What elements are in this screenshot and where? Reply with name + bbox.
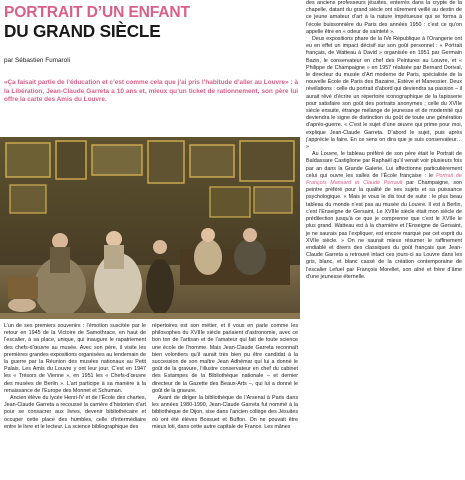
text-column-1 xyxy=(4,323,146,480)
paragraph-text: Au Louvre, le tableau préféré de son père était le Portrait de Baldassare Castiglione par Raphaël qu’il venait voir plusieurs fois par an dans la Grande Galerie. Lui affectionne particulièrement celui qui ouvre les salles de l’École française : le xyxy=(306,151,462,179)
title-line-1: PORTRAIT D’UN ENFANT xyxy=(4,4,190,21)
title-line-2: DU GRAND SIÈCLE xyxy=(4,21,161,41)
paragraph: Avant de diriger la bibliothèque de l’Arsenal à Paris dans les années 1980-1990, Jean-Claude Garreta fut nommé à la bibliothèque de Dijon, sise dans l’ancien collège des Jésuites où ont été élèves Bossuet et Buffon. On ne pouvait être mieux loti, dans cette autre capitale de France. Les mânes xyxy=(152,395,298,430)
paragraph: des anciens professeurs jésuites, enterrés dans la crypte de la chapelle, datant du grand siècle ont sûrement veillé au destin de ce jeune amateur d’art à la nature impétueuse qui se forma à l’école buissonnière du Paris des années 1950 : c’est ce qu’on appelle être en « odeur de sainteté ». xyxy=(306,0,462,35)
paragraph: Ancien élève du lycée Henri-IV et de l’École des chartes, Jean-Claude Garreta a recoussé la carrière d’historien d’art pour se consacrer aux livres, devenir bibliothécaire et occuper cette place des humbles, celle d’intermédiaire entre le livre et le lecteur. La science bibliographique des xyxy=(4,395,146,430)
byline: par Sébastien Fumaroli xyxy=(4,57,71,64)
paragraph: Deux expositions phare de la IVe République à l’Orangerie ont eu en effet un impact décisif sur son goût personnel : « Portrait français, de Watteau à David » organisée en 1951 par Germain Bazin, le conservateur en chef des Peintures au Louvre, et « Philippe de Champaigne » en 1957 réalisée par Bernard Dorival, le directeur du musée d’Art moderne de Paris, spécialiste de la nouvelle École de Paris des Bazaine, Estève et Manessier. Deux révélations : celle du portrait d’abord qui deviendra sa passion – il aurait rêvé d’écrire un répertoire iconographique de la tapisserie pour satisfaire son goût des portraits anonymes ; celle du XVIIe siècle ensuite, étrange mélange de jeunesse et de modernité qui deviendra le signe de distinction du goût de toute une génération d’après-guerre. « C’est le sujet d’une œuvre qui prime pour moi, explique Jean-Claude Garreta. D’abord le sujet, puis après j’apprécie la faire. En ce sens on dira que je suis conservateur… » xyxy=(306,36,462,151)
paragraph xyxy=(306,151,462,281)
paragraph: L’un de ses premiers souvenirs : l’émotion suscitée par le retour en 1945 de la Victoire de Samothrace, en haut de l’escalier, à sa place, unique, qui inaugure le rapatriement des chefs-d’œuvre au musée. Avec son père, il visite les premières grandes expositions organisées au lendemain de la guerre par la Réunion des musées nationaux au Petit Palais. Les Amis du Louvre y ont leur jour. C’est en 1947 les « Trésors de Vienne », en 1951 les « Chefs-d’œuvre des musées de Berlin ». L’art participe à sa manière à la renaissance de l’Europe des Monnet et Schuman. xyxy=(4,323,146,394)
painting-image xyxy=(0,137,300,319)
paragraph-text: par Champaigne, son peintre préféré pour la qualité de ses sujets et sa puissance psychologique. « Mais je vous le dis tout de suite : le plus beau tableau du monde n’est pas au musée du Louvre. Il est à Berlin, c’est l’Enseigne de Gersaint. Le XVIIIe siècle était mon siècle de prédilection jusqu’à ce que je comprenne que c’est le XVIIe le plus grand. Watteau est à la charnière et l’Enseigne de Gersaint, je ne saurais pas l’expliquer, est encore marqué par cet esprit du XVIIe siècle. » On ne saurait mieux résumer le raffinement endiablé et divers des classiques du goût français que Jean-Claude Garreta a retrouvé intact ces jours-ci au Louvre dans les gris, blanc, et blanc cassé de la création contemporaine de l’escalier Lefuel par François Morellet, son aîné et frère d’âme d’une jeunesse éternelle. xyxy=(306,180,462,280)
text-column-2 xyxy=(152,323,298,480)
lead-paragraph: «Ça faisait partie de l’éducation et c’est comme cela que j’ai pris l’habitude d’aller au Louvre» : à la Libération, Jean-Claude Garreta a 10 ans et, mieux qu’un ticket de rationnement, son père lui offre la carte des Amis du Louvre. xyxy=(4,79,298,104)
text-column-3 xyxy=(306,0,462,480)
paragraph: répertoires est son métier, et il vous en parle comme les philosophes du XVIIIe siècle parlaient d’astronomie, avec ce bon ton de l’artisan et de l’amateur qui fait de toute science une école de l’homme. Mais Jean-Claude Garreta reconnaît bien volontiers qu’il aurait très bien pu être candidat à la succession de son maître Jean Adhémar qui lui a donné le goût de la gravure, l’illustre conservateur en chef du cabinet des Estampes de la Bibliothèque nationale – et dernier directeur de la Gazette des Beaux-Arts –, qui lui a donné le goût de la gravure. xyxy=(152,323,298,394)
highlighted-painting-title: Portrait de François Mansard et Claude Perrault xyxy=(306,172,462,187)
